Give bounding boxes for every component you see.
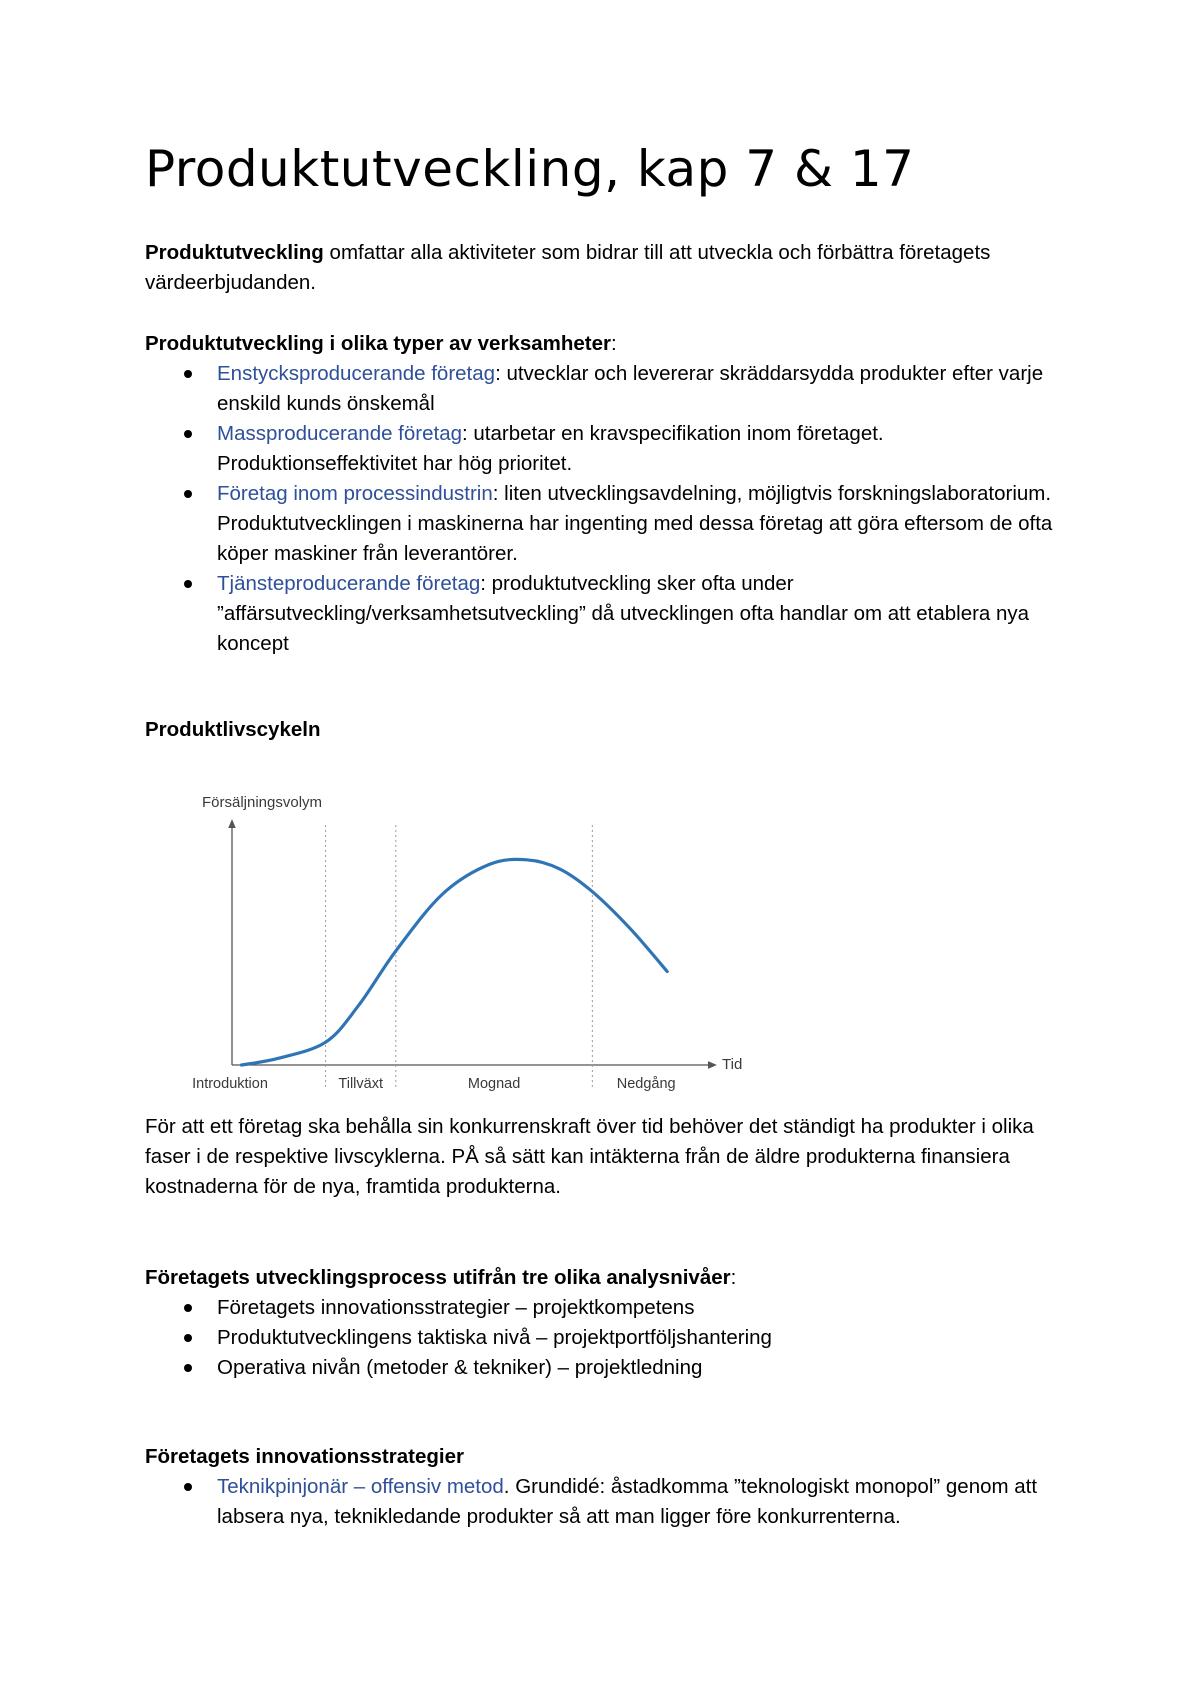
list-item bbox=[145, 479, 1065, 569]
list-item: Produktutvecklingens taktiska nivå – projektportföljshantering bbox=[145, 1323, 1065, 1353]
strategies-heading: Företagets innovationsstrategier bbox=[145, 1445, 464, 1468]
intro-text: omfattar alla aktiviteter som bidrar till att utveckla och förbättra företagets värdeerbjudanden. bbox=[145, 241, 991, 294]
intro-term: Produktutveckling bbox=[145, 241, 324, 264]
type-text: : produktutveckling sker ofta under ”affärsutveckling/verksamhetsutveckling” då utvecklingen ofta handlar om att etablera nya koncept bbox=[217, 572, 1030, 655]
lifecycle-paragraph-block bbox=[145, 1112, 1065, 1202]
process-list bbox=[145, 1293, 1065, 1383]
intro-paragraph bbox=[145, 238, 1065, 298]
type-term-link[interactable]: Massproducerande företag bbox=[217, 422, 463, 445]
process-section bbox=[145, 1263, 1065, 1383]
type-term-link[interactable]: Tjänsteproducerande företag bbox=[217, 572, 481, 595]
chart-phase-label: Mognad bbox=[467, 1076, 521, 1092]
lifecycle-paragraph: För att ett företag ska behålla sin konkurrenskraft över tid behöver det ständigt ha produkter i olika faser i de respektive livscyklerna. PÅ så sätt kan intäkterna från de äldre produkterna finansiera kostnaderna för de nya, framtida produkterna. bbox=[145, 1115, 1034, 1198]
list-item bbox=[145, 1472, 1065, 1532]
list-item bbox=[145, 359, 1065, 419]
types-heading: Produktutveckling i olika typer av verksamheter bbox=[145, 332, 611, 355]
type-text: : utarbetar en kravspecifikation inom företaget. Produktionseffektivitet har hög prioritet. bbox=[217, 422, 884, 475]
types-heading-colon: : bbox=[611, 332, 617, 355]
list-item: Företagets innovationsstrategier – projektkompetens bbox=[145, 1293, 1065, 1323]
process-heading: Företagets utvecklingsprocess utifrån tre olika analysnivåer bbox=[145, 1266, 731, 1289]
list-item bbox=[145, 419, 1065, 479]
type-term-link[interactable]: Enstycksproducerande företag bbox=[217, 362, 496, 385]
list-item bbox=[145, 569, 1065, 659]
type-text: : utvecklar och levererar skräddarsydda produkter efter varje enskild kunds önskemål bbox=[217, 362, 1044, 415]
types-list bbox=[145, 359, 1065, 659]
chart-y-axis-label: Försäljningsvolym bbox=[202, 794, 323, 811]
page-title: Produktutveckling, kap 7 & 17 bbox=[145, 140, 915, 198]
chart-phase-labels bbox=[192, 1076, 676, 1092]
strategy-term-link[interactable]: Teknikpinjonär – offensiv metod bbox=[217, 1475, 504, 1498]
lifecycle-chart bbox=[190, 775, 750, 1105]
strategy-text: . Grundidé: åstadkomma ”teknologiskt monopol” genom att labsera nya, teknikledande produkter så att man ligger före konkurrenterna. bbox=[217, 1475, 1038, 1528]
type-text: : liten utvecklingsavdelning, möjligtvis forskningslaboratorium. Produktutvecklingen i maskinerna har ingenting med dessa företag att göra eftersom de ofta köper maskiner från leverantörer. bbox=[217, 482, 1053, 565]
chart-x-axis-label: Tid bbox=[722, 1056, 743, 1073]
chart-phase-label: Tillväxt bbox=[338, 1076, 383, 1092]
types-section bbox=[145, 329, 1065, 659]
type-term-link[interactable]: Företag inom processindustrin bbox=[217, 482, 493, 505]
lifecycle-heading-block bbox=[145, 715, 1065, 745]
chart-lifecycle-curve bbox=[241, 859, 667, 1065]
lifecycle-heading: Produktlivscykeln bbox=[145, 718, 321, 741]
strategies-list bbox=[145, 1472, 1065, 1532]
process-heading-colon: : bbox=[730, 1266, 737, 1289]
list-item: Operativa nivån (metoder & tekniker) – projektledning bbox=[145, 1353, 1065, 1383]
chart-phase-label: Nedgång bbox=[616, 1076, 676, 1092]
strategies-section bbox=[145, 1442, 1065, 1532]
chart-phase-label: Introduktion bbox=[192, 1076, 268, 1092]
